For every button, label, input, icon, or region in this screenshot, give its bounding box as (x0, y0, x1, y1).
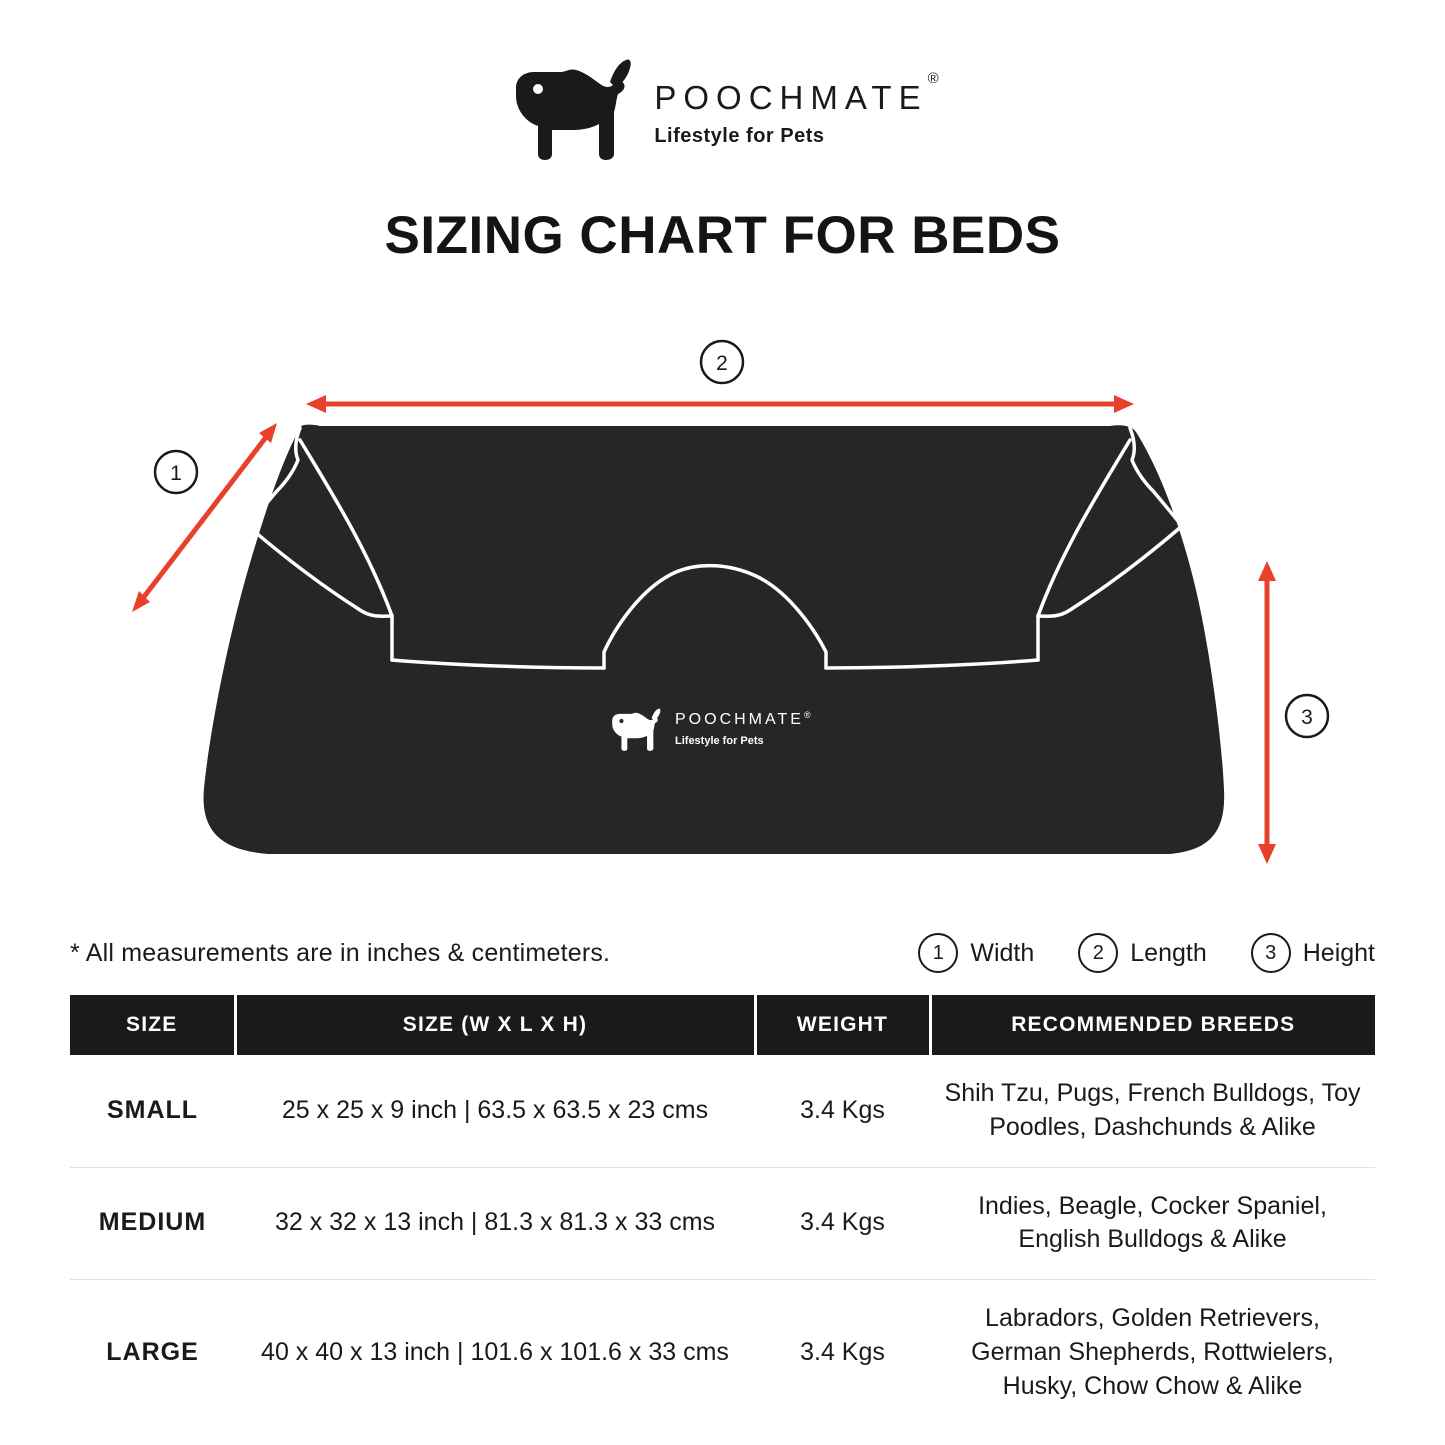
brand-tagline: Lifestyle for Pets (654, 124, 825, 147)
table-row (70, 1280, 1375, 1426)
svg-text:3: 3 (1301, 706, 1313, 729)
legend-item-length (1078, 933, 1206, 973)
legend-label-width: Width (970, 938, 1035, 967)
table-header-row (70, 995, 1375, 1055)
column-header-breeds: RECOMMENDED BREEDS (930, 995, 1375, 1055)
page-title: SIZING CHART FOR BEDS (384, 206, 1061, 265)
cell-breeds-large: Labradors, Golden Retrievers, German Shepherds, Rottwielers, Husky, Chow Chow & Alike (971, 1304, 1334, 1400)
legend-badge-2: 2 (1078, 933, 1118, 973)
svg-text:2: 2 (716, 352, 728, 375)
bed-illustration (0, 320, 1445, 900)
svg-text:1: 1 (170, 462, 182, 485)
legend-items (918, 933, 1375, 973)
cell-weight-small: 3.4 Kgs (755, 1055, 930, 1167)
cell-weight-medium: 3.4 Kgs (755, 1167, 930, 1280)
legend-label-length: Length (1130, 938, 1207, 967)
cell-breeds-small: Shih Tzu, Pugs, French Bulldogs, Toy Poodles, Dashchunds & Alike (930, 1055, 1375, 1167)
table-row (70, 1167, 1375, 1280)
cell-dimensions-large: 40 x 40 x 13 inch | 101.6 x 101.6 x 33 cms (261, 1337, 729, 1366)
sizing-table (70, 995, 1375, 1425)
column-header-size: SIZE (70, 995, 235, 1055)
cell-size-medium: MEDIUM (70, 1167, 235, 1280)
cell-size-large: LARGE (106, 1337, 199, 1366)
legend-item-width (918, 933, 1034, 973)
legend-badge-1: 1 (918, 933, 958, 973)
bed-logo-tagline: Lifestyle for Pets (675, 735, 764, 747)
callout-height-arrow (1258, 561, 1276, 864)
legend-item-height (1251, 933, 1375, 973)
cell-dimensions-small: 25 x 25 x 9 inch | 63.5 x 63.5 x 23 cms (235, 1055, 755, 1167)
cell-dimensions-medium: 32 x 32 x 13 inch | 81.3 x 81.3 x 33 cms (235, 1167, 755, 1280)
column-header-dimensions: SIZE (W X L X H) (235, 995, 755, 1055)
table-row (70, 1055, 1375, 1167)
legend-badge-3: 3 (1251, 933, 1291, 973)
bed-logo-name: POOCHMATE® (675, 710, 814, 728)
cell-weight-large: 3.4 Kgs (800, 1337, 885, 1366)
callout-length-arrow (306, 395, 1134, 413)
brand-name: POOCHMATE® (654, 69, 939, 116)
brand-header (0, 58, 1445, 168)
bed-shape (204, 425, 1225, 854)
column-header-weight: WEIGHT (755, 995, 930, 1055)
cell-size-small: SMALL (70, 1055, 235, 1167)
cell-breeds-medium: Indies, Beagle, Cocker Spaniel, English Bulldogs & Alike (930, 1167, 1375, 1280)
dog-silhouette-icon (506, 58, 636, 168)
measurement-note: * All measurements are in inches & centimeters. (70, 938, 611, 967)
registered-mark: ® (927, 69, 939, 87)
legend-row (70, 925, 1375, 981)
legend-label-height: Height (1302, 938, 1375, 967)
